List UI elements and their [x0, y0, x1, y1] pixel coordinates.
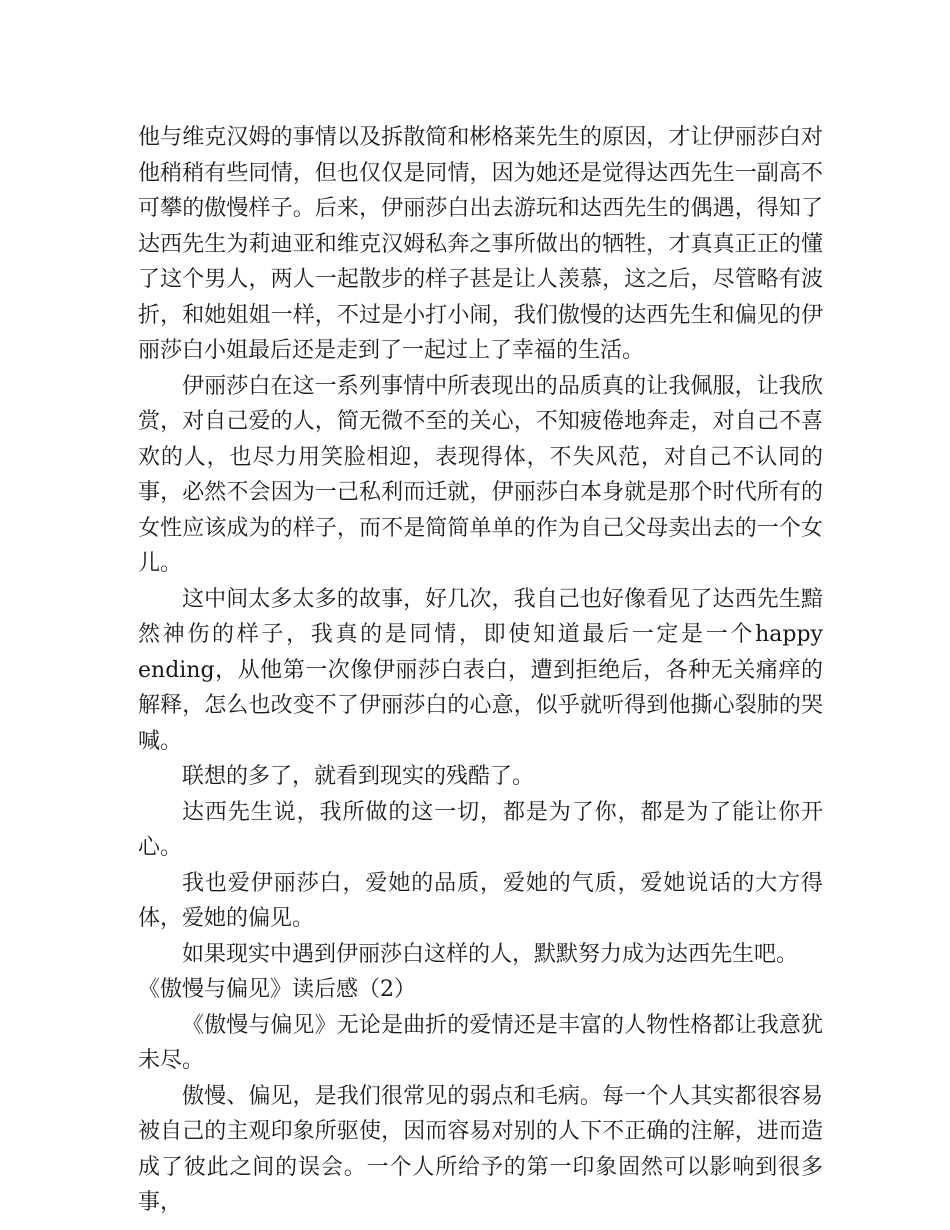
paragraph-continuation: 他与维克汉姆的事情以及拆散简和彬格莱先生的原因，才让伊丽莎白对他稍稍有些同情，但也仅仅是同情，因为她还是觉得达西先生一副高不可攀的傲慢样子。后来，伊丽莎白出去游玩和达西先生的偶遇，得知了达西先生为莉迪亚和维克汉姆私奔之事所做出的牺牲，才真真正正的懂了这个男人，两人一起散步的样子甚是让人羡慕，这之后，尽管略有波折，和她姐姐一样，不过是小打小闹，我们傲慢的达西先生和偏见的伊丽莎白小姐最后还是走到了一起过上了幸福的生活。	[138, 125, 823, 363]
document-page	[138, 120, 823, 1221]
paragraph-darcy-quote: 达西先生说，我所做的这一切，都是为了你，都是为了能让你开心。	[138, 799, 823, 860]
paragraph-darcy-stories: 这中间太多太多的故事，好几次，我自己也好像看见了达西先生黯然神伤的样子，我真的是同情，即使知道最后一定是一个happy ending，从他第一次像伊丽莎白表白，遭到拒绝后，各种无关痛痒的解释，怎么也改变不了伊丽莎白的心意，似乎就听得到他撕心裂肺的哭喊。	[138, 586, 823, 754]
section-heading: 《傲慢与偏见》读后感（2）	[138, 977, 416, 1002]
paragraph-become-darcy: 如果现实中遇到伊丽莎白这样的人，默默努力成为达西先生吧。	[182, 941, 799, 967]
paragraph-reality: 联想的多了，就看到现实的残酷了。	[182, 764, 535, 789]
paragraph-love-elizabeth: 我也爱伊丽莎白，爱她的品质，爱她的气质，爱她说话的大方得体，爱她的偏见。	[138, 870, 823, 931]
paragraph-pride-prejudice: 傲慢、偏见，是我们很常见的弱点和毛病。每一个人其实都很容易被自己的主观印象所驱使，因而容易对别的人下不正确的注解，进而造成了彼此之间的误会。一个人所给予的第一印象固然可以影响到很多事，	[138, 1083, 823, 1215]
paragraph-intro-2: 《傲慢与偏见》无论是曲折的爱情还是丰富的人物性格都让我意犹未尽。	[138, 1012, 823, 1073]
paragraph-elizabeth-qualities: 伊丽莎白在这一系列事情中所表现出的品质真的让我佩服，让我欣赏，对自己爱的人，简无微不至的关心，不知疲倦地奔走，对自己不喜欢的人，也尽力用笑脸相迎，表现得体，不失风范，对自己不认同的事，必然不会因为一己私利而迁就，伊丽莎白本身就是那个时代所有的女性应该成为的样子，而不是简简单单的作为自己父母卖出去的一个女儿。	[138, 373, 823, 576]
